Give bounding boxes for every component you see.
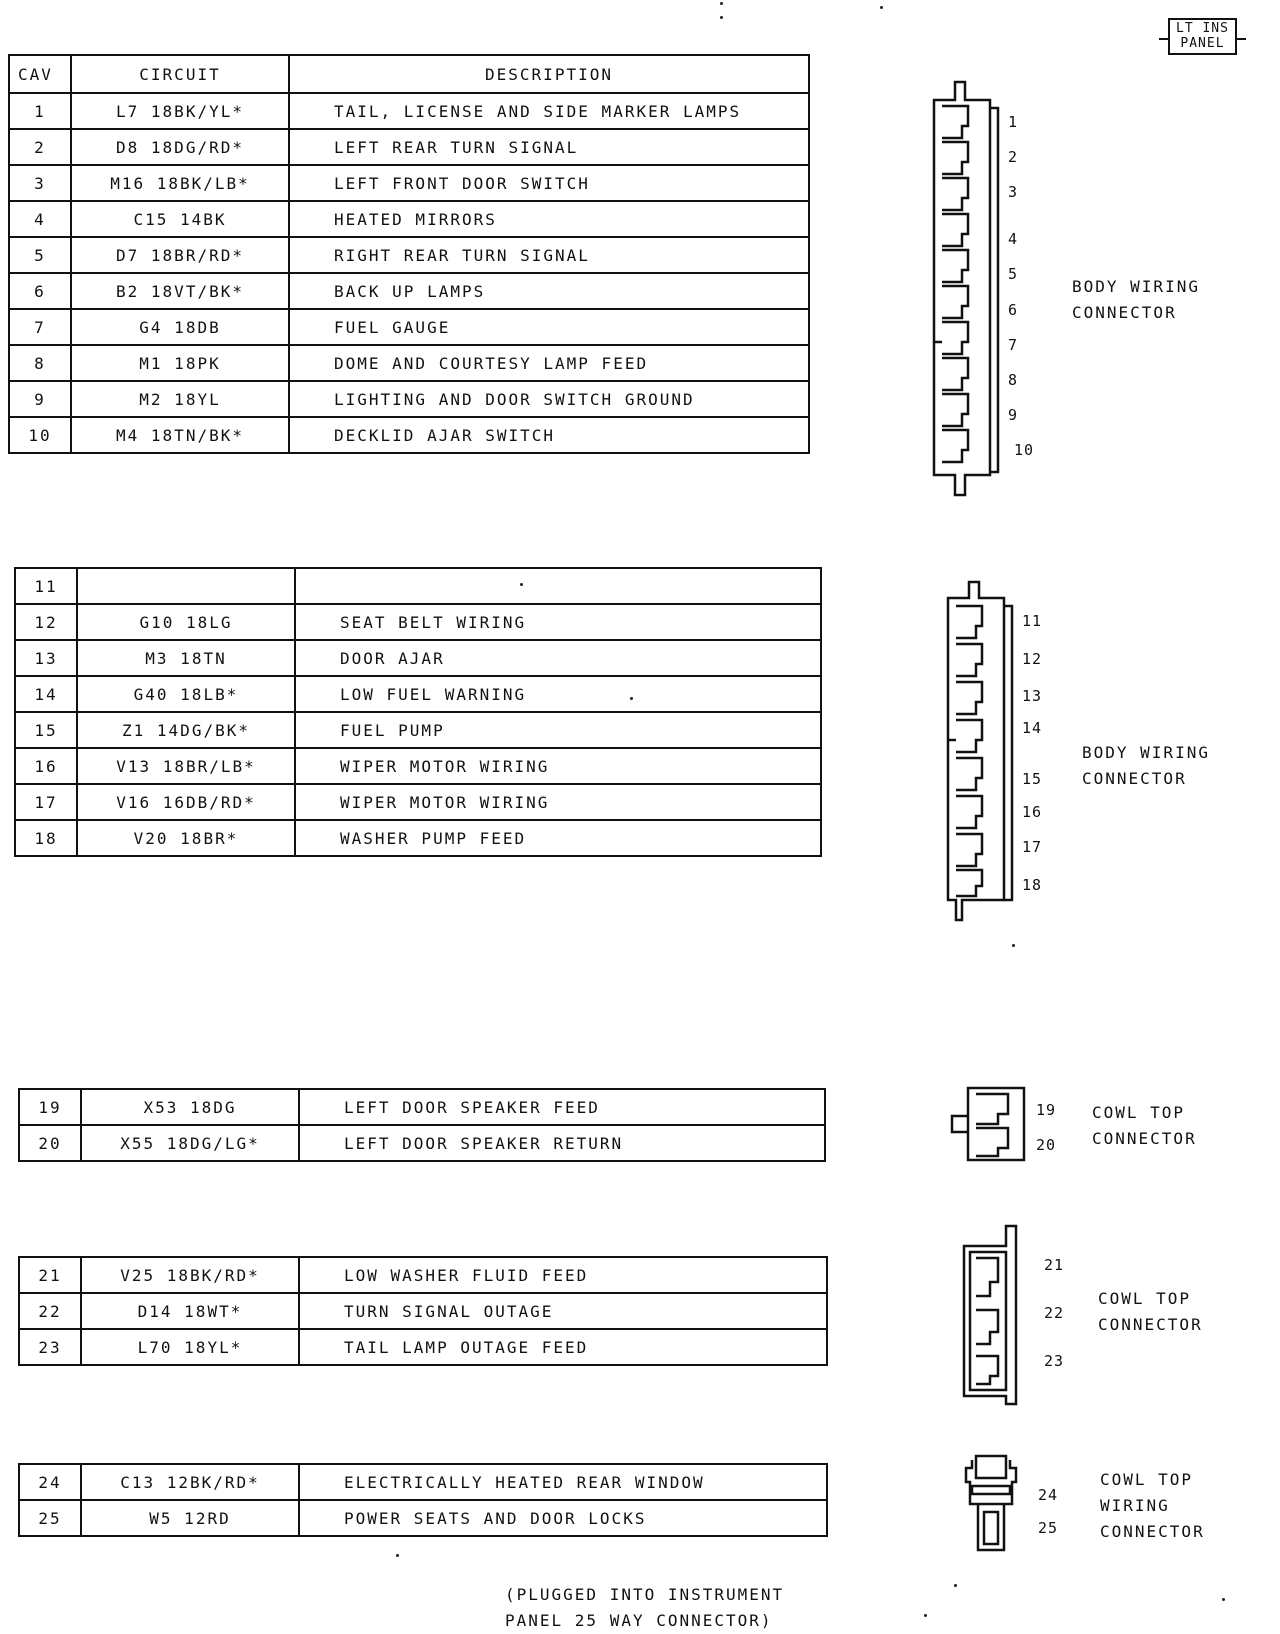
cav-cell: 10 [9, 417, 71, 453]
pin-label: 11 [1022, 612, 1043, 630]
header-cav: CAV [9, 55, 71, 93]
cowl-top-connector-2-way-icon [948, 1084, 1033, 1164]
circuit-cell: B2 18VT/BK* [71, 273, 289, 309]
circuit-cell: V20 18BR* [77, 820, 295, 856]
description-cell: SEAT BELT WIRING [295, 604, 821, 640]
description-cell: LEFT DOOR SPEAKER RETURN [299, 1125, 825, 1161]
table-row [15, 568, 821, 604]
description-cell: FUEL PUMP [295, 712, 821, 748]
cav-cell: 1 [9, 93, 71, 129]
pin-label: 16 [1022, 803, 1043, 821]
cav-cell: 15 [15, 712, 77, 748]
pin-label: 1 [1008, 113, 1019, 131]
pin-label: 8 [1008, 371, 1019, 389]
description-cell: TAIL LAMP OUTAGE FEED [299, 1329, 827, 1365]
cav-cell: 12 [15, 604, 77, 640]
cav-cell: 5 [9, 237, 71, 273]
scan-speck [880, 6, 883, 9]
description-cell: DOOR AJAR [295, 640, 821, 676]
circuit-cell: G4 18DB [71, 309, 289, 345]
cavity-table-5 [18, 1463, 828, 1537]
description-cell: FUEL GAUGE [289, 309, 809, 345]
connector-label-line: BODY WIRING [1072, 277, 1200, 296]
pin-label: 20 [1036, 1136, 1057, 1154]
scan-speck [1222, 1598, 1225, 1601]
table-row [9, 165, 809, 201]
cav-cell: 3 [9, 165, 71, 201]
description-cell: LEFT REAR TURN SIGNAL [289, 129, 809, 165]
table-header-row [9, 55, 809, 93]
description-cell: HEATED MIRRORS [289, 201, 809, 237]
description-cell: BACK UP LAMPS [289, 273, 809, 309]
footnote-line: PANEL 25 WAY CONNECTOR) [505, 1611, 773, 1630]
table-row [19, 1089, 825, 1125]
circuit-cell: C13 12BK/RD* [81, 1464, 299, 1500]
circuit-cell: D14 18WT* [81, 1293, 299, 1329]
connector-label-line: COWL TOP [1092, 1103, 1186, 1122]
circuit-cell: W5 12RD [81, 1500, 299, 1536]
table-row [15, 820, 821, 856]
table-row [9, 129, 809, 165]
table-row [15, 712, 821, 748]
circuit-cell: X53 18DG [81, 1089, 299, 1125]
cav-cell: 17 [15, 784, 77, 820]
circuit-cell: V25 18BK/RD* [81, 1257, 299, 1293]
footnote [505, 1582, 784, 1634]
pin-label: 15 [1022, 770, 1043, 788]
body-wiring-connector-8-way-icon [944, 580, 1024, 925]
connector-label [1100, 1467, 1205, 1545]
table-row [15, 784, 821, 820]
pin-label: 23 [1044, 1352, 1065, 1370]
cavity-table-3 [18, 1088, 826, 1162]
description-cell: ELECTRICALLY HEATED REAR WINDOW [299, 1464, 827, 1500]
cav-cell: 8 [9, 345, 71, 381]
cav-cell: 14 [15, 676, 77, 712]
connector-label [1098, 1286, 1203, 1338]
table-row [19, 1257, 827, 1293]
pin-label: 13 [1022, 687, 1043, 705]
circuit-cell: M4 18TN/BK* [71, 417, 289, 453]
cav-cell: 4 [9, 201, 71, 237]
table-row [9, 381, 809, 417]
circuit-cell: M2 18YL [71, 381, 289, 417]
table-row [9, 237, 809, 273]
circuit-cell: D7 18BR/RD* [71, 237, 289, 273]
scan-speck [396, 1554, 399, 1557]
scan-speck [630, 697, 633, 700]
pin-label: 4 [1008, 230, 1019, 248]
circuit-cell [77, 568, 295, 604]
circuit-cell: M16 18BK/LB* [71, 165, 289, 201]
connector-label-line: CONNECTOR [1082, 769, 1187, 788]
circuit-cell: M3 18TN [77, 640, 295, 676]
cavity-table-2 [14, 567, 822, 857]
cav-cell: 24 [19, 1464, 81, 1500]
cav-cell: 16 [15, 748, 77, 784]
footnote-line: (PLUGGED INTO INSTRUMENT [505, 1585, 785, 1604]
connector-label-line: COWL TOP [1098, 1289, 1192, 1308]
scan-speck [924, 1614, 927, 1617]
connector-label-line: CONNECTOR [1072, 303, 1177, 322]
pin-label: 2 [1008, 148, 1019, 166]
description-cell: DECKLID AJAR SWITCH [289, 417, 809, 453]
cav-cell: 25 [19, 1500, 81, 1536]
description-cell: LOW FUEL WARNING [295, 676, 821, 712]
description-cell: LEFT FRONT DOOR SWITCH [289, 165, 809, 201]
cowl-top-wiring-connector-icon [962, 1454, 1022, 1558]
table-row [15, 676, 821, 712]
circuit-cell: L70 18YL* [81, 1329, 299, 1365]
description-cell: WASHER PUMP FEED [295, 820, 821, 856]
panel-tag [1168, 18, 1237, 55]
description-cell: WIPER MOTOR WIRING [295, 784, 821, 820]
table-row [19, 1125, 825, 1161]
cav-cell: 13 [15, 640, 77, 676]
scan-speck [954, 1584, 957, 1587]
description-cell: POWER SEATS AND DOOR LOCKS [299, 1500, 827, 1536]
cav-cell: 20 [19, 1125, 81, 1161]
connector-label [1092, 1100, 1197, 1152]
pin-label: 19 [1036, 1101, 1057, 1119]
circuit-cell: G10 18LG [77, 604, 295, 640]
pin-label: 14 [1022, 719, 1043, 737]
connector-label [1082, 740, 1210, 792]
cavity-table-4 [18, 1256, 828, 1366]
cav-cell: 19 [19, 1089, 81, 1125]
circuit-cell: X55 18DG/LG* [81, 1125, 299, 1161]
cav-cell: 7 [9, 309, 71, 345]
connector-label-line: CONNECTOR [1092, 1129, 1197, 1148]
body-wiring-connector-10-way-icon [930, 80, 1010, 500]
connector-label-line: BODY WIRING [1082, 743, 1210, 762]
table-row [9, 345, 809, 381]
connector-label-line: WIRING [1100, 1496, 1170, 1515]
table-row [15, 604, 821, 640]
cav-cell: 9 [9, 381, 71, 417]
pin-label: 5 [1008, 265, 1019, 283]
connector-label-line: CONNECTOR [1100, 1522, 1205, 1541]
cowl-top-connector-3-way-icon [960, 1224, 1030, 1410]
pin-label: 6 [1008, 301, 1019, 319]
connector-label [1072, 274, 1200, 326]
cav-cell: 2 [9, 129, 71, 165]
circuit-cell: D8 18DG/RD* [71, 129, 289, 165]
table-row [15, 748, 821, 784]
connector-label-line: CONNECTOR [1098, 1315, 1203, 1334]
panel-tag-line-2: PANEL [1180, 36, 1225, 51]
circuit-cell: V16 16DB/RD* [77, 784, 295, 820]
pin-label: 18 [1022, 876, 1043, 894]
pin-label: 25 [1038, 1519, 1059, 1537]
description-cell: RIGHT REAR TURN SIGNAL [289, 237, 809, 273]
circuit-cell: G40 18LB* [77, 676, 295, 712]
description-cell: TURN SIGNAL OUTAGE [299, 1293, 827, 1329]
table-row [15, 640, 821, 676]
table-row [19, 1464, 827, 1500]
scan-speck [1012, 944, 1015, 947]
table-row [9, 417, 809, 453]
circuit-cell: V13 18BR/LB* [77, 748, 295, 784]
circuit-cell: M1 18PK [71, 345, 289, 381]
cav-cell: 18 [15, 820, 77, 856]
scan-speck [720, 16, 723, 19]
table-row [19, 1500, 827, 1536]
table-row [9, 93, 809, 129]
cav-cell: 22 [19, 1293, 81, 1329]
pin-label: 22 [1044, 1304, 1065, 1322]
cav-cell: 11 [15, 568, 77, 604]
scan-speck [520, 583, 523, 586]
header-circuit: CIRCUIT [71, 55, 289, 93]
pin-label: 24 [1038, 1486, 1059, 1504]
circuit-cell: Z1 14DG/BK* [77, 712, 295, 748]
panel-tag-line-1: LT INS [1176, 21, 1229, 36]
scan-speck [720, 2, 723, 5]
circuit-cell: L7 18BK/YL* [71, 93, 289, 129]
pin-label: 17 [1022, 838, 1043, 856]
description-cell [295, 568, 821, 604]
table-row [19, 1329, 827, 1365]
description-cell: LIGHTING AND DOOR SWITCH GROUND [289, 381, 809, 417]
pin-label: 12 [1022, 650, 1043, 668]
cav-cell: 21 [19, 1257, 81, 1293]
cav-cell: 23 [19, 1329, 81, 1365]
table-row [9, 309, 809, 345]
description-cell: LEFT DOOR SPEAKER FEED [299, 1089, 825, 1125]
pin-label: 9 [1008, 406, 1019, 424]
pin-label: 10 [1014, 441, 1035, 459]
description-cell: WIPER MOTOR WIRING [295, 748, 821, 784]
connector-label-line: COWL TOP [1100, 1470, 1194, 1489]
table-row [9, 201, 809, 237]
table-row [9, 273, 809, 309]
pin-label: 3 [1008, 183, 1019, 201]
description-cell: LOW WASHER FLUID FEED [299, 1257, 827, 1293]
table-row [19, 1293, 827, 1329]
cav-cell: 6 [9, 273, 71, 309]
header-description: DESCRIPTION [289, 55, 809, 93]
circuit-cell: C15 14BK [71, 201, 289, 237]
cavity-table-1 [8, 54, 810, 454]
description-cell: TAIL, LICENSE AND SIDE MARKER LAMPS [289, 93, 809, 129]
pin-label: 21 [1044, 1256, 1065, 1274]
pin-label: 7 [1008, 336, 1019, 354]
description-cell: DOME AND COURTESY LAMP FEED [289, 345, 809, 381]
